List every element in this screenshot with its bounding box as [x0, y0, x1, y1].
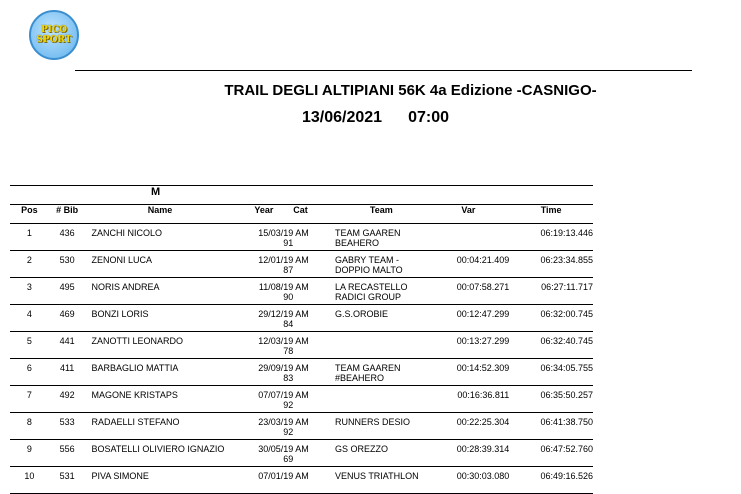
cell-year-date: 30/05/19 [258, 444, 294, 454]
cell-bib: 556 [49, 440, 86, 467]
cell-bib: 530 [49, 251, 86, 278]
cell-pos: 8 [10, 413, 49, 440]
table-row [10, 305, 593, 332]
cell-year-suffix: 84 [283, 319, 294, 329]
cell-year-suffix: 83 [283, 373, 294, 383]
cell-name: PIVA SIMONE [86, 467, 235, 494]
cell-cat: AM [293, 251, 333, 278]
table-row [10, 251, 593, 278]
cell-bib: 533 [49, 413, 86, 440]
table-row [10, 332, 593, 359]
cell-team [333, 332, 428, 359]
cell-cat: AM [293, 359, 333, 386]
cell-time: 06:23:34.855 [509, 251, 593, 278]
table-row [10, 278, 593, 305]
cell-bib: 492 [49, 386, 86, 413]
cell-time: 06:32:00.745 [509, 305, 593, 332]
cell-team: VENUS TRIATHLON [333, 467, 428, 494]
table-row [10, 440, 593, 467]
group-label: M [10, 186, 593, 205]
cell-pos: 2 [10, 251, 49, 278]
cell-team: GS OREZZO [333, 440, 428, 467]
cell-name: ZANCHI NICOLO [86, 224, 235, 251]
cell-var: 00:28:39.314 [428, 440, 510, 467]
cell-year [235, 332, 294, 359]
cell-bib: 469 [49, 305, 86, 332]
cell-cat: AM [293, 467, 333, 494]
race-title: TRAIL DEGLI ALTIPIANI 56K 4a Edizione -CASNIGO- [224, 82, 597, 99]
cell-bib: 436 [49, 224, 86, 251]
cell-year-suffix: 92 [283, 427, 294, 437]
table-row [10, 359, 593, 386]
cell-bib: 441 [49, 332, 86, 359]
cell-name: MAGONE KRISTAPS [86, 386, 235, 413]
cell-year-date: 12/01/19 [258, 255, 294, 265]
cell-year-date: 23/03/19 [258, 417, 294, 427]
cell-name: BONZI LORIS [86, 305, 235, 332]
table-row [10, 467, 593, 494]
cell-time: 06:47:52.760 [509, 440, 593, 467]
cell-name: BOSATELLI OLIVIERO IGNAZIO [86, 440, 235, 467]
cell-year-date: 15/03/19 [258, 228, 294, 238]
cell-year [235, 440, 294, 467]
cell-cat: AM [293, 224, 333, 251]
cell-year-suffix: 69 [283, 454, 294, 464]
cell-team: RUNNERS DESIO [333, 413, 428, 440]
cell-var: 00:30:03.080 [428, 467, 510, 494]
cell-cat: AM [293, 332, 333, 359]
cell-pos: 10 [10, 467, 49, 494]
cell-year [235, 305, 294, 332]
cell-year [235, 224, 294, 251]
cell-bib: 411 [49, 359, 86, 386]
cell-year-suffix: 87 [283, 265, 294, 275]
race-date-time [5, 109, 741, 127]
race-time: 07:00 [408, 109, 449, 126]
cell-bib: 531 [49, 467, 86, 494]
cell-year-date: 07/01/19 [258, 471, 294, 481]
race-date: 13/06/2021 [302, 109, 383, 126]
cell-team: TEAM GAAREN #BEAHERO [333, 359, 428, 386]
cell-year-date: 12/03/19 [258, 336, 294, 346]
cell-team: G.S.OROBIE [333, 305, 428, 332]
cell-pos: 6 [10, 359, 49, 386]
cell-cat: AM [293, 386, 333, 413]
cell-var: 00:22:25.304 [428, 413, 510, 440]
cell-year [235, 251, 294, 278]
cell-name: RADAELLI STEFANO [86, 413, 235, 440]
cell-team: GABRY TEAM - DOPPIO MALTO [333, 251, 428, 278]
cell-var: 00:12:47.299 [428, 305, 510, 332]
cell-name: NORIS ANDREA [86, 278, 235, 305]
results-table [10, 185, 593, 494]
cell-year-date: 29/09/19 [258, 363, 294, 373]
cell-pos: 4 [10, 305, 49, 332]
cell-time: 06:19:13.446 [509, 224, 593, 251]
cell-time: 06:41:38.750 [509, 413, 593, 440]
cell-time: 06:27:11.717 [509, 278, 593, 305]
cell-time: 06:34:05.755 [509, 359, 593, 386]
cell-bib: 495 [49, 278, 86, 305]
cell-name: BARBAGLIO MATTIA [86, 359, 235, 386]
cell-name: ZENONI LUCA [86, 251, 235, 278]
cell-year [235, 413, 294, 440]
column-header-row [10, 205, 593, 224]
cell-var: 00:16:36.811 [428, 386, 510, 413]
cell-team [333, 386, 428, 413]
table-row [10, 224, 593, 251]
cell-var: 00:07:58.271 [428, 278, 510, 305]
col-pos-header: Pos [10, 205, 49, 224]
cell-cat: AM [293, 440, 333, 467]
header-rule [75, 70, 692, 71]
cell-name: ZANOTTI LEONARDO [86, 332, 235, 359]
cell-year-suffix: 90 [283, 292, 294, 302]
cell-year [235, 278, 294, 305]
cell-cat: AM [293, 305, 333, 332]
cell-year-date: 29/12/19 [258, 309, 294, 319]
cell-pos: 1 [10, 224, 49, 251]
cell-time: 06:32:40.745 [509, 332, 593, 359]
cell-cat: AM [293, 413, 333, 440]
logo [29, 10, 79, 60]
cell-year [235, 467, 294, 494]
col-bib-header: # Bib [49, 205, 86, 224]
table-row [10, 413, 593, 440]
cell-cat: AM [293, 278, 333, 305]
cell-year-date: 11/08/19 [258, 282, 294, 292]
table-row [10, 386, 593, 413]
cell-year-suffix: 78 [283, 346, 294, 356]
cell-time: 06:49:16.526 [509, 467, 593, 494]
col-cat-header: Cat [293, 205, 333, 224]
logo-line2: SPORT [36, 35, 72, 45]
cell-pos: 9 [10, 440, 49, 467]
col-time-header: Time [509, 205, 593, 224]
col-team-header: Team [333, 205, 428, 224]
cell-team: LA RECASTELLO RADICI GROUP [333, 278, 428, 305]
cell-year [235, 359, 294, 386]
cell-time: 06:35:50.257 [509, 386, 593, 413]
col-name-header: Name [86, 205, 235, 224]
cell-var: 00:04:21.409 [428, 251, 510, 278]
col-year-header: Year [235, 205, 294, 224]
cell-var: 00:13:27.299 [428, 332, 510, 359]
cell-year-suffix: 92 [283, 400, 294, 410]
cell-var: 00:14:52.309 [428, 359, 510, 386]
cell-year [235, 386, 294, 413]
cell-year-date: 07/07/19 [258, 390, 294, 400]
cell-pos: 3 [10, 278, 49, 305]
cell-var [428, 224, 510, 251]
cell-pos: 7 [10, 386, 49, 413]
col-var-header: Var [428, 205, 510, 224]
cell-year-suffix: 91 [283, 238, 294, 248]
logo-line1: PICO [41, 25, 67, 35]
cell-team: TEAM GAAREN BEAHERO [333, 224, 428, 251]
cell-pos: 5 [10, 332, 49, 359]
group-header-row [10, 186, 593, 205]
